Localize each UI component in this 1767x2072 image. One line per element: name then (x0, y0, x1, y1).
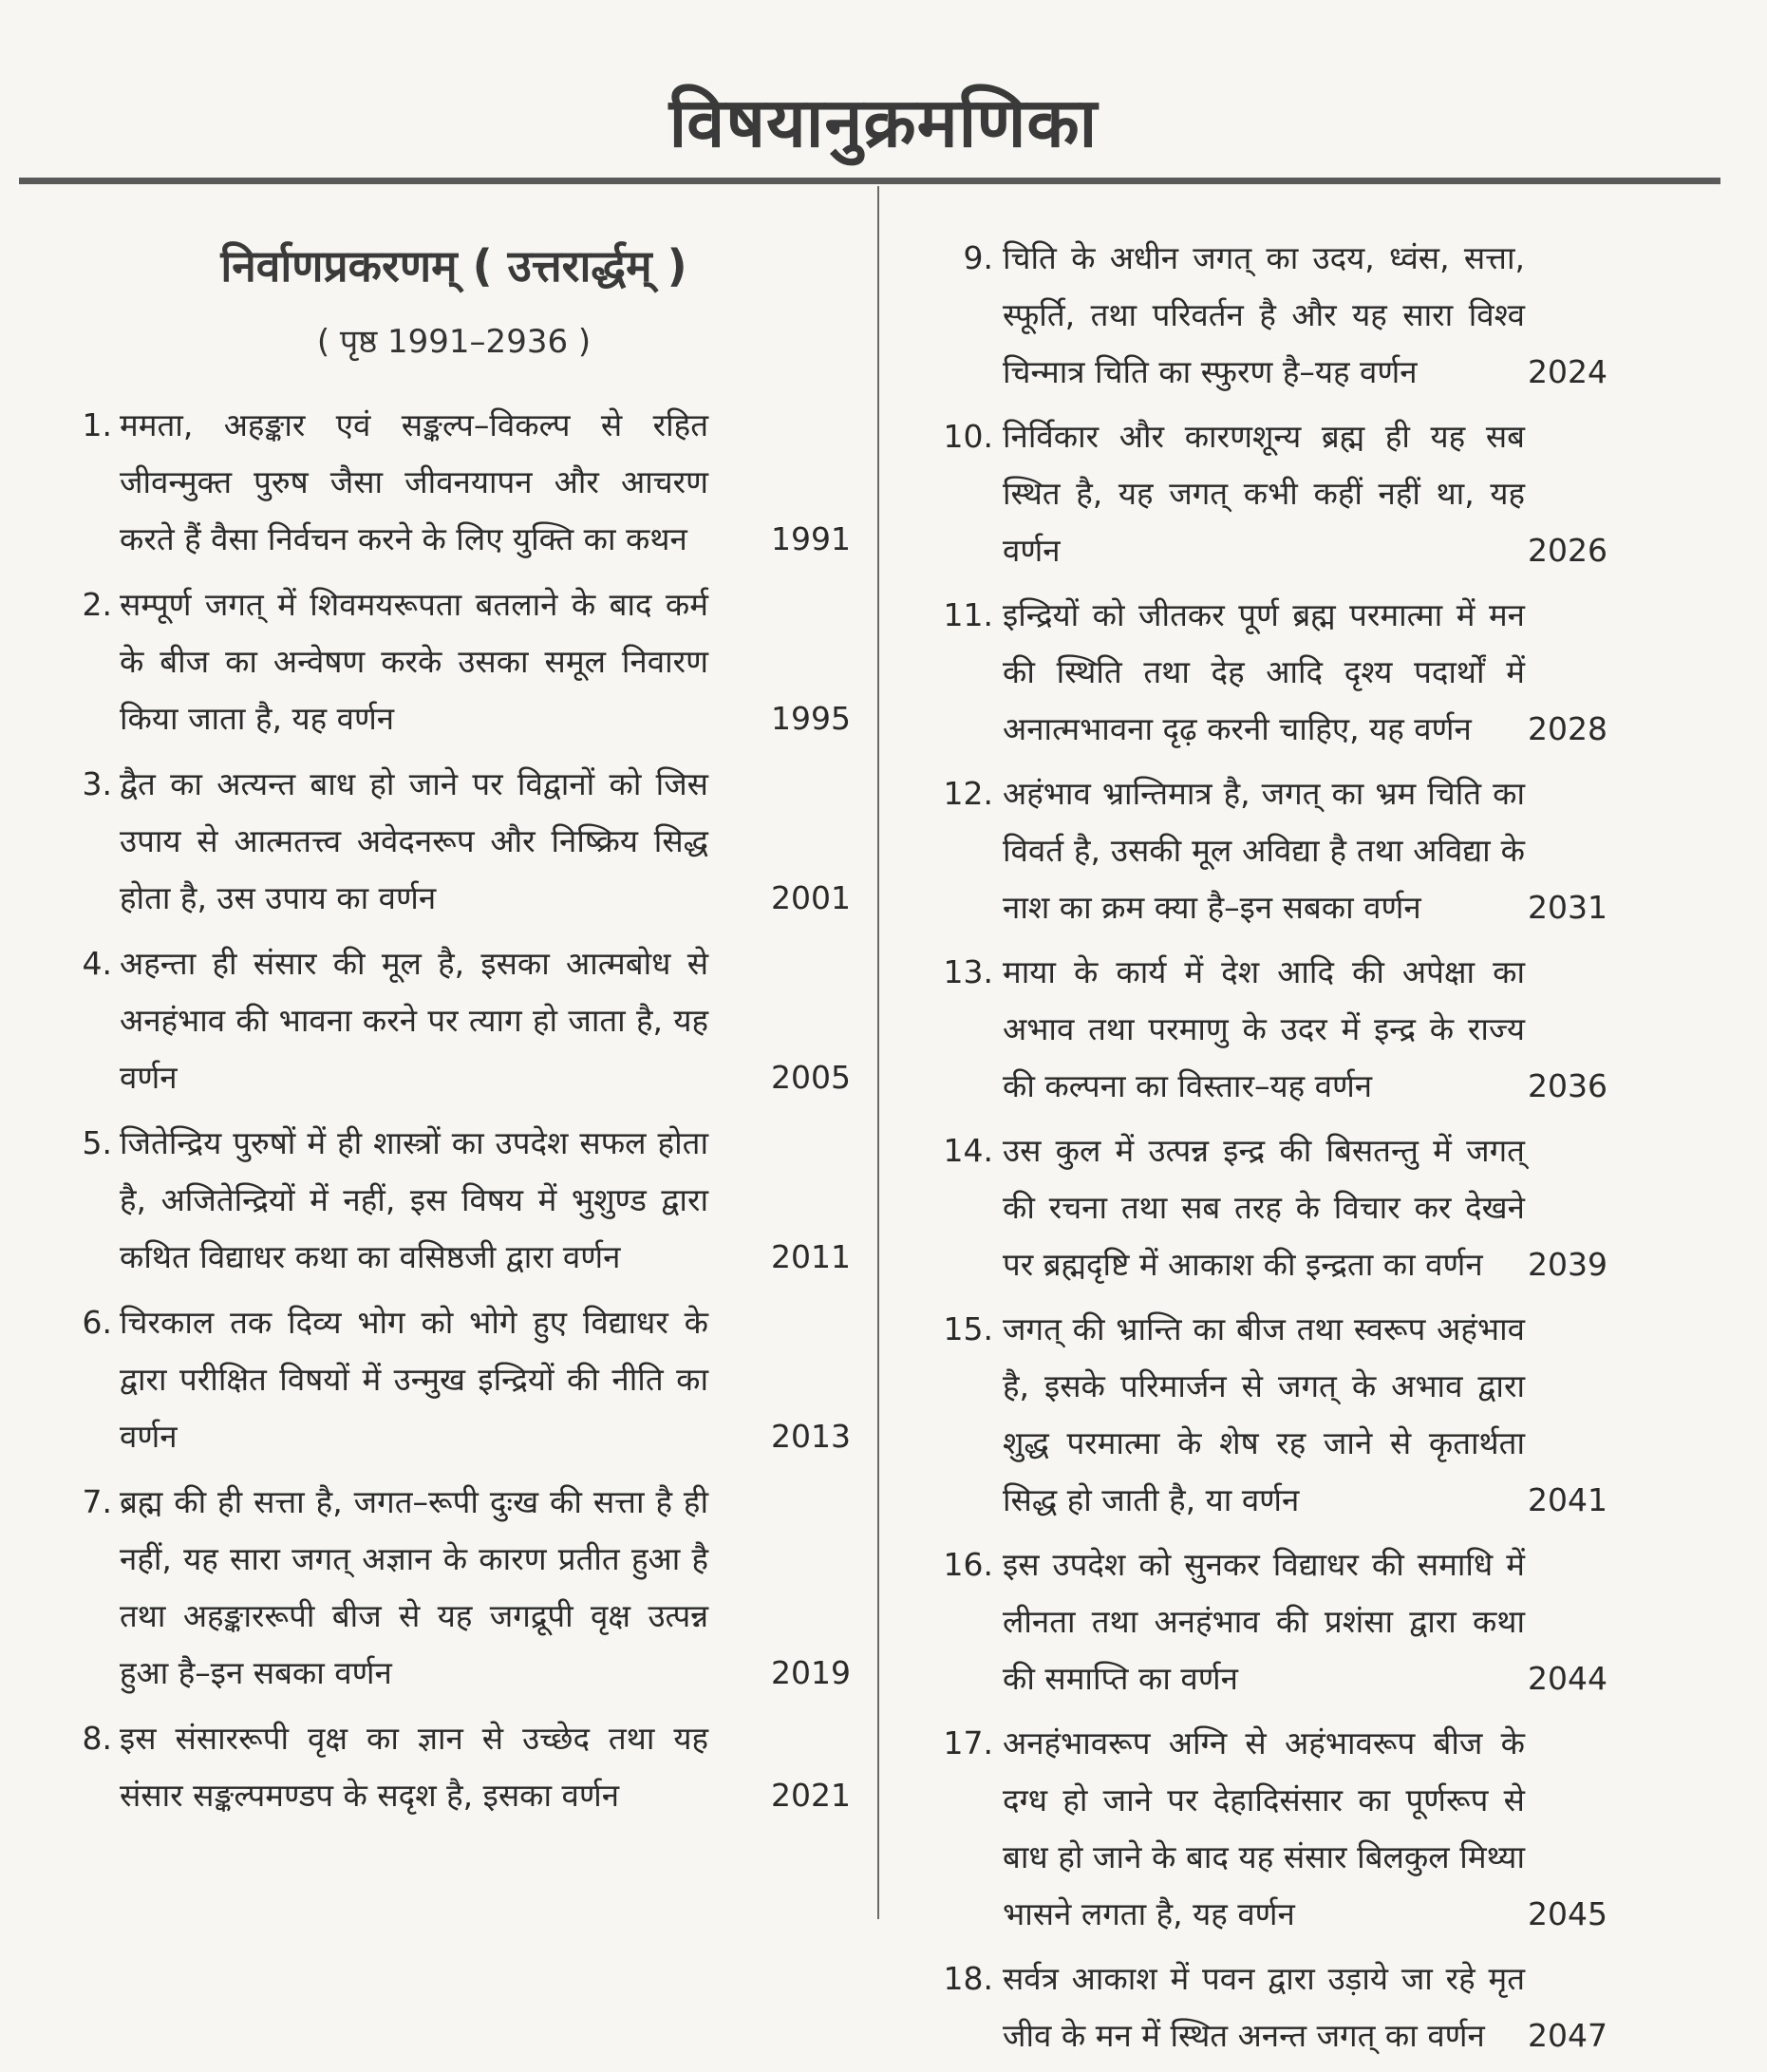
entry-number: 14. (943, 1132, 993, 1169)
toc-entry-17[interactable] (919, 1715, 1607, 1943)
entry-number: 2. (82, 586, 112, 623)
entry-title: चिरकाल तक दिव्य भोग को भोगे हुए विद्याधर के द्वारा परीक्षित विषयों में उन्मुख इन्द्रियों की नीति का वर्णन (120, 1304, 708, 1455)
entry-page-number: 2041 (1528, 1481, 1607, 1518)
entry-title: ममता, अहङ्कार एवं सङ्कल्प–विकल्प से रहित जीवन्मुक्त पुरुष जैसा जीवनयापन और आचरण करते हैं वैसा निर्वचन करने के लिए युक्ति का कथन (120, 406, 708, 557)
entry-page-number: 2011 (771, 1238, 851, 1275)
entry-title: अहन्ता ही संसार की मूल है, इसका आत्मबोध से अनहंभाव की भावना करने पर त्याग हो जाता है, यह वर्णन (120, 945, 708, 1096)
toc-entry-11[interactable] (919, 587, 1607, 758)
entry-number: 1. (82, 406, 112, 443)
entry-page-number: 2021 (771, 1777, 851, 1814)
entry-page-number: 2005 (771, 1059, 851, 1096)
entry-title: जगत् की भ्रान्ति का बीज तथा स्वरूप अहंभाव है, इसके परिमार्जन से जगत् के अभाव द्वारा शुद्ध परमात्मा के शेष रह जाने से कृतार्थता सिद्ध हो जाती है, या वर्णन (1003, 1310, 1525, 1518)
entry-number: 13. (943, 953, 993, 990)
entry-title: इस उपदेश को सुनकर विद्याधर की समाधि में लीनता तथा अनहंभाव की प्रशंसा द्वारा कथा की समाप्ति का वर्णन (1003, 1546, 1525, 1697)
entry-title: द्वैत का अत्यन्त बाध हो जाने पर विद्वानों को जिस उपाय से आत्मतत्त्व अवेदनरूप और निष्क्रिय सिद्ध होता है, उस उपाय का वर्णन (120, 765, 708, 916)
page-title: विषयानुक्रमणिका (668, 83, 1099, 162)
entry-number: 16. (943, 1546, 993, 1583)
entry-title: सम्पूर्ण जगत् में शिवमयरूपता बतलाने के बाद कर्म के बीज का अन्वेषण करके उसका समूल निवारण किया जाता है, यह वर्णन (120, 586, 708, 737)
entry-page-number: 2039 (1528, 1246, 1607, 1283)
entry-title: अनहंभावरूप अग्नि से अहंभावरूप बीज के दग्ध हो जाने पर देहादिसंसार का पूर्णरूप से बाध हो जाने के बाद यह संसार बिलकुल मिथ्या भासने लगता है, यह वर्णन (1003, 1724, 1525, 1932)
right-column (919, 230, 1607, 2072)
entry-title: निर्विकार और कारणशून्य ब्रह्म ही यह सब स्थित है, यह जगत् कभी कहीं नहीं था, यह वर्णन (1003, 418, 1525, 569)
toc-entry-18[interactable] (919, 1950, 1607, 2064)
left-column (57, 235, 851, 1833)
toc-entry-5[interactable] (57, 1115, 851, 1286)
toc-entry-10[interactable] (919, 408, 1607, 579)
entry-number: 8. (82, 1720, 112, 1757)
entry-title: सर्वत्र आकाश में पवन द्वारा उड़ाये जा रहे मृत जीव के मन में स्थित अनन्त जगत् का वर्णन (1003, 1960, 1525, 2054)
entry-number: 17. (943, 1724, 993, 1761)
toc-entry-4[interactable] (57, 935, 851, 1106)
entry-page-number: 2036 (1528, 1067, 1607, 1104)
entry-number: 18. (943, 1960, 993, 1997)
entry-page-number: 2013 (771, 1418, 851, 1455)
toc-entry-2[interactable] (57, 576, 851, 747)
entry-page-number: 1995 (771, 700, 851, 737)
toc-entry-12[interactable] (919, 765, 1607, 936)
entry-title: इन्द्रियों को जीतकर पूर्ण ब्रह्म परमात्मा में मन की स्थिति तथा देह आदि दृश्य पदार्थों में अनात्मभावना दृढ़ करनी चाहिए, यह वर्णन (1003, 596, 1525, 747)
entry-number: 12. (943, 775, 993, 812)
title-rule (19, 178, 1720, 184)
entry-page-number: 2001 (771, 879, 851, 916)
entry-title: माया के कार्य में देश आदि की अपेक्षा का अभाव तथा परमाणु के उदर में इन्द्र के राज्य की कल्पना का विस्तार–यह वर्णन (1003, 953, 1525, 1104)
section-page-range: ( पृष्ठ 1991–2936 ) (316, 323, 592, 361)
entry-number: 15. (943, 1310, 993, 1347)
entry-number: 11. (943, 596, 993, 633)
entry-page-number: 2044 (1528, 1660, 1607, 1697)
toc-entry-8[interactable] (57, 1710, 851, 1824)
section-title: निर्वाणप्रकरणम् ( उत्तरार्द्धम् ) (220, 240, 687, 292)
entry-page-number: 1991 (771, 520, 851, 557)
entry-page-number: 2026 (1528, 532, 1607, 569)
entry-title: जितेन्द्रिय पुरुषों में ही शास्त्रों का उपदेश सफल होता है, अजितेन्द्रियों में नहीं, इस विषय में भुशुण्ड द्वारा कथित विद्याधर कथा का वसिष्ठजी द्वारा वर्णन (120, 1124, 708, 1275)
toc-entry-7[interactable] (57, 1474, 851, 1702)
entry-title: इस संसाररूपी वृक्ष का ज्ञान से उच्छेद तथा यह संसार सङ्कल्पमण्डप के सदृश है, इसका वर्णन (120, 1720, 708, 1814)
entry-number: 9. (963, 239, 993, 276)
entry-number: 10. (943, 418, 993, 455)
entry-page-number: 2028 (1528, 710, 1607, 747)
entry-title: अहंभाव भ्रान्तिमात्र है, जगत् का भ्रम चिति का विवर्त है, उसकी मूल अविद्या है तथा अविद्या के नाश का क्रम क्या है–इन सबका वर्णन (1003, 775, 1525, 926)
toc-entry-3[interactable] (57, 756, 851, 927)
entry-title: चिति के अधीन जगत् का उदय, ध्वंस, सत्ता, स्फूर्ति, तथा परिवर्तन है और यह सारा विश्व चिन्मात्र चिति का स्फुरण है–यह वर्णन (1003, 239, 1525, 390)
entry-number: 7. (82, 1483, 112, 1520)
entry-number: 6. (82, 1304, 112, 1341)
entry-title: ब्रह्म की ही सत्ता है, जगत–रूपी दुःख की सत्ता है ही नहीं, यह सारा जगत् अज्ञान के कारण प्रतीत हुआ है तथा अहङ्काररूपी बीज से यह जगद्रूपी वृक्ष उत्पन्न हुआ है–इन सबका वर्णन (120, 1483, 708, 1691)
toc-entry-14[interactable] (919, 1122, 1607, 1293)
toc-entry-6[interactable] (57, 1294, 851, 1465)
column-divider (877, 186, 879, 1919)
entry-title: उस कुल में उत्पन्न इन्द्र की बिसतन्तु में जगत् की रचना तथा सब तरह के विचार कर देखने पर ब्रह्मदृष्टि में आकाश की इन्द्रता का वर्णन (1003, 1132, 1525, 1283)
entry-page-number: 2024 (1528, 353, 1607, 390)
entry-number: 5. (82, 1124, 112, 1161)
entry-page-number: 2047 (1528, 2017, 1607, 2054)
toc-entry-9[interactable] (919, 230, 1607, 401)
toc-entry-13[interactable] (919, 944, 1607, 1115)
entry-page-number: 2019 (771, 1654, 851, 1691)
entry-page-number: 2031 (1528, 889, 1607, 926)
entry-number: 4. (82, 945, 112, 982)
toc-entry-16[interactable] (919, 1536, 1607, 1707)
toc-entry-1[interactable] (57, 397, 851, 568)
entry-number: 3. (82, 765, 112, 802)
toc-entry-15[interactable] (919, 1301, 1607, 1529)
entry-page-number: 2045 (1528, 1895, 1607, 1932)
